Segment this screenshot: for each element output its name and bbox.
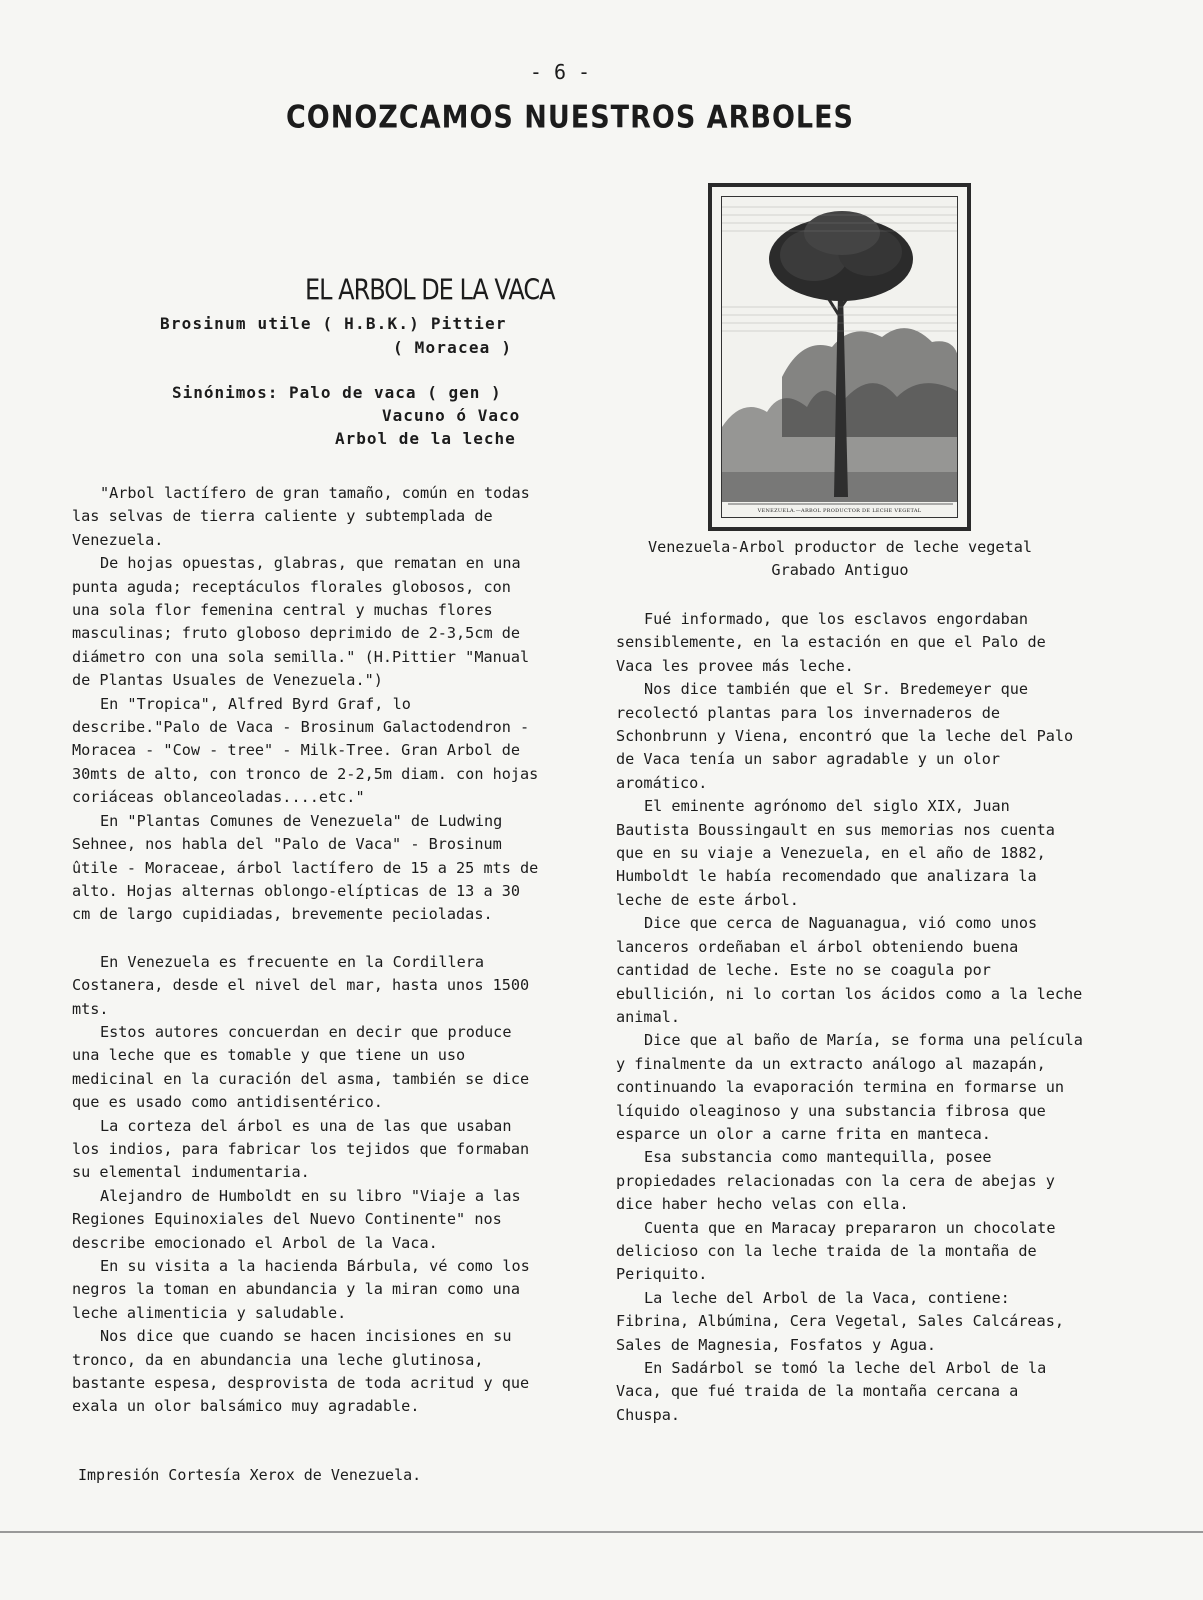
paragraph: Nos dice que cuando se hacen incisiones en su tronco, da en abundancia una leche glutinosa, bastante espesa, desprovista de toda acritud y que exala un olor balsámico muy agradable. <box>72 1327 530 1416</box>
bottom-rule <box>0 1531 1203 1533</box>
tree-engraving-icon <box>722 197 958 518</box>
paragraph: El eminente agrónomo del siglo XIX, Juan Bautista Boussingault en sus memorias nos cuenta que en su viaje a Venezuela, en el año de 1882, Humboldt le había recomendado que analizara la leche de este árbol. <box>616 797 1055 909</box>
left-column <box>72 482 542 1419</box>
family-name: ( Moracea ) <box>393 338 513 357</box>
page-number: - 6 - <box>529 60 591 84</box>
scientific-name: Brosinum utile ( H.B.K.) Pittier <box>160 314 507 333</box>
engraving-image <box>721 196 958 518</box>
paragraph: En Sadárbol se tomó la leche del Arbol de la Vaca, que fué traida de la montaña cercana a Chuspa. <box>616 1359 1047 1424</box>
paragraph: En Venezuela es frecuente en la Cordillera Costanera, desde el nivel del mar, hasta unos 1500 mts. <box>72 952 530 1018</box>
paragraph: Cuenta que en Maracay prepararon un chocolate delicioso con la leche traida de la montaña de Periquito. <box>616 1218 1056 1284</box>
paragraph: La corteza del árbol es una de las que usaban los indios, para fabricar los tejidos que formaban su elemental indumentaria. <box>72 1116 530 1182</box>
paragraph: De hojas opuestas, glabras, que rematan en una punta aguda; receptáculos florales globosos, con una sola flor femenina central y muchas flores masculinas; fruto globoso deprimido de 2-3,5cm de diámetro con una sola semilla." (H.Pittier "Manual de Plantas Usuales de Venezuela.") <box>72 554 530 690</box>
paragraph: Fué informado, que los esclavos engordaban sensiblemente, en la estación en que el Palo de Vaca les provee más leche. <box>616 610 1046 675</box>
paragraph: En su visita a la hacienda Bárbula, vé como los negros la toman en abundancia y la miran como una leche alimenticia y saludable. <box>72 1257 530 1322</box>
paragraph: Estos autores concuerdan en decir que produce una leche que es tomable y que tiene un uso medicinal en la curación del asma, también se dice que es usado como antidisentérico. <box>72 1022 530 1112</box>
engraving-figure <box>708 183 971 531</box>
engraving-label: VENEZUELA.—ARBOL PRODUCTOR DE LECHE VEGETAL <box>757 508 922 514</box>
figure-caption-subtitle: Grabado Antiguo <box>771 561 909 579</box>
paragraph: Alejandro de Humboldt en su libro "Viaje a las Regiones Equinoxiales del Nuevo Continente" nos describe emocionado el Arbol de la Vaca. <box>72 1186 521 1252</box>
paragraph: "Arbol lactífero de gran tamaño, común en todas las selvas de tierra caliente y subtemplada de Venezuela. <box>72 484 530 549</box>
paragraph: En "Tropica", Alfred Byrd Graf, lo describe."Palo de Vaca - Brosinum Galactodendron - Moracea - "Cow - tree" - Milk-Tree. Gran Arbol de 30mts de alto, con tronco de 2-2,5m diam. con hojas coriáceas oblanceoladas....etc." <box>72 694 539 807</box>
right-column <box>616 608 1088 1427</box>
paragraph: Esa substancia como mantequilla, posee propiedades relacionadas con la cera de abejas y dice haber hecho velas con ella. <box>616 1148 1055 1214</box>
figure-caption: Venezuela-Arbol productor de leche vegetal <box>647 538 1033 556</box>
paragraph: Dice que al baño de María, se forma una película y finalmente da un extracto análogo al mazapán, continuando la evaporación termina en formarse un líquido oleaginoso y una substancia fibrosa que esparce un olor a carne frita en manteca. <box>616 1031 1083 1143</box>
masthead: CONOZCAMOS NUESTROS ARBOLES <box>285 99 854 136</box>
synonym-line: Sinónimos: Palo de vaca ( gen ) <box>172 383 502 402</box>
footer-credit: Impresión Cortesía Xerox de Venezuela. <box>78 1466 422 1484</box>
paragraph: En "Plantas Comunes de Venezuela" de Ludwing Sehnee, nos habla del "Palo de Vaca" - Brosinum ûtile - Moraceae, árbol lactífero de 15 a 25 mts de alto. Hojas alternas oblongo-elípticas de 13 a 30 cm de largo cupidiadas, brevemente pecioladas. <box>72 811 539 924</box>
paragraph: La leche del Arbol de la Vaca, contiene: Fibrina, Albúmina, Cera Vegetal, Sales Calcáreas, Sales de Magnesia, Fosfatos y Agua. <box>616 1288 1065 1354</box>
paragraph: Dice que cerca de Naguanagua, vió como unos lanceros ordeñaban el árbol obteniendo buena cantidad de leche. Este no se coagula por ebullición, ni lo cortan los ácidos como a la leche animal. <box>616 914 1083 1026</box>
synonym-line: Vacuno ó Vaco <box>382 406 521 425</box>
article-title: EL ARBOL DE LA VACA <box>305 273 555 307</box>
synonym-line: Arbol de la leche <box>335 429 516 448</box>
paragraph: Nos dice también que el Sr. Bredemeyer que recolectó plantas para los invernaderos de Schonbrunn y Viena, encontró que la leche del Palo de Vaca tenía un sabor agradable y un olor aromático. <box>616 680 1074 792</box>
